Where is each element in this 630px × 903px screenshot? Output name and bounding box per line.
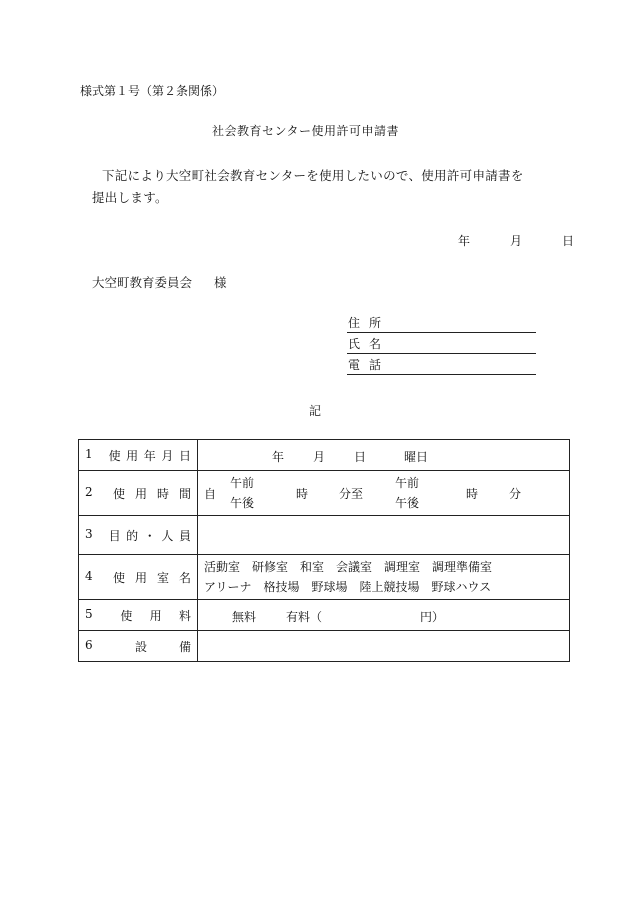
time-pm-1: 午後 — [230, 496, 255, 510]
row-number: 5 — [85, 606, 93, 621]
applicant-phone-field[interactable] — [347, 355, 536, 375]
row-label-char: 使 — [112, 486, 125, 501]
table-row-use-time — [79, 471, 570, 516]
row-label-char: 料 — [178, 608, 191, 623]
name-label: 氏名 — [348, 337, 391, 351]
row-label-char: 月 — [161, 448, 174, 463]
row-label-char: 用 — [134, 570, 147, 585]
fee-paid: 有料（ — [286, 610, 323, 624]
table-row-fee — [79, 600, 570, 631]
time-pm-2: 午後 — [395, 496, 420, 510]
label-rooms — [79, 555, 198, 600]
body-text-line-2: 提出します。 — [92, 190, 168, 205]
body-text-line-1: 下記により大空町社会教育センターを使用したいので、使用許可申請書を — [102, 168, 524, 183]
phone-label: 電話 — [348, 358, 391, 372]
table-row-purpose — [79, 516, 570, 555]
time-minute-to: 分至 — [339, 487, 364, 501]
ki-heading: 記 — [309, 404, 322, 418]
row-label-char: 員 — [178, 528, 191, 543]
fee-free: 無料 — [232, 610, 257, 624]
row-label-char: 室 — [156, 570, 169, 585]
rooms-line-2: アリーナ 格技場 野球場 陸上競技場 野球ハウス — [204, 580, 492, 594]
fee-yen: 円） — [420, 610, 445, 624]
row-label-char: 目 — [108, 528, 121, 543]
row-label-char: 設 — [134, 639, 147, 654]
row-label-char: 日 — [178, 448, 191, 463]
addressee-name: 大空町教育委員会 — [92, 275, 193, 290]
time-am-2: 午前 — [395, 476, 420, 490]
row-number: 6 — [85, 637, 93, 652]
row-label-char: 間 — [178, 486, 191, 501]
label-use-time — [79, 471, 198, 516]
row-number: 4 — [85, 568, 93, 583]
row-number: 3 — [85, 526, 93, 541]
address-label: 住所 — [348, 316, 391, 330]
row-label-char: 用 — [149, 608, 162, 623]
value-rooms[interactable] — [198, 555, 570, 600]
row-label-char: 名 — [178, 570, 191, 585]
value-equipment[interactable] — [198, 631, 570, 662]
rooms-line-1: 活動室 研修室 和室 会議室 調理室 調理準備室 — [204, 560, 493, 574]
row-number: 2 — [85, 484, 93, 499]
row-label-char: 備 — [178, 639, 191, 654]
row-label-char: 使 — [120, 608, 133, 623]
form-number: 様式第１号（第２条関係） — [80, 84, 225, 98]
row-label-char: 使 — [112, 570, 125, 585]
applicant-address-field[interactable] — [347, 313, 536, 333]
value-fee[interactable] — [198, 600, 570, 631]
row-label-char: 用 — [126, 448, 139, 463]
label-use-date — [79, 440, 198, 471]
time-from: 自 — [204, 487, 217, 501]
table-row-rooms — [79, 555, 570, 600]
date-line — [458, 232, 574, 249]
row-label-char: 使 — [108, 448, 121, 463]
use-date-day: 日 — [354, 450, 367, 464]
row-label-char: ・ — [143, 528, 156, 543]
label-fee — [79, 600, 198, 631]
row-label-char: 年 — [143, 448, 156, 463]
date-day: 日 — [562, 234, 575, 248]
table-row-use-date — [79, 440, 570, 471]
date-month: 月 — [510, 234, 523, 248]
row-label-char: 用 — [134, 486, 147, 501]
addressee — [92, 273, 227, 291]
row-label-char: 的 — [126, 528, 139, 543]
time-hour-2: 時 — [466, 487, 479, 501]
applicant-name-field[interactable] — [347, 334, 536, 354]
time-hour-1: 時 — [296, 487, 309, 501]
value-use-date[interactable] — [198, 440, 570, 471]
label-purpose — [79, 516, 198, 555]
use-date-month: 月 — [313, 450, 326, 464]
time-am-1: 午前 — [230, 476, 255, 490]
row-label-char: 人 — [161, 528, 174, 543]
detail-table — [78, 439, 570, 662]
date-year: 年 — [458, 234, 471, 248]
table-row-equipment — [79, 631, 570, 662]
row-label-char: 時 — [156, 486, 169, 501]
value-use-time[interactable] — [198, 471, 570, 516]
time-minute: 分 — [509, 487, 522, 501]
document-title: 社会教育センター使用許可申請書 — [212, 124, 400, 138]
use-date-year: 年 — [272, 450, 285, 464]
use-date-weekday: 曜日 — [404, 450, 429, 464]
row-number: 1 — [85, 446, 93, 461]
addressee-honorific: 様 — [214, 275, 227, 290]
label-equipment — [79, 631, 198, 662]
value-purpose[interactable] — [198, 516, 570, 555]
